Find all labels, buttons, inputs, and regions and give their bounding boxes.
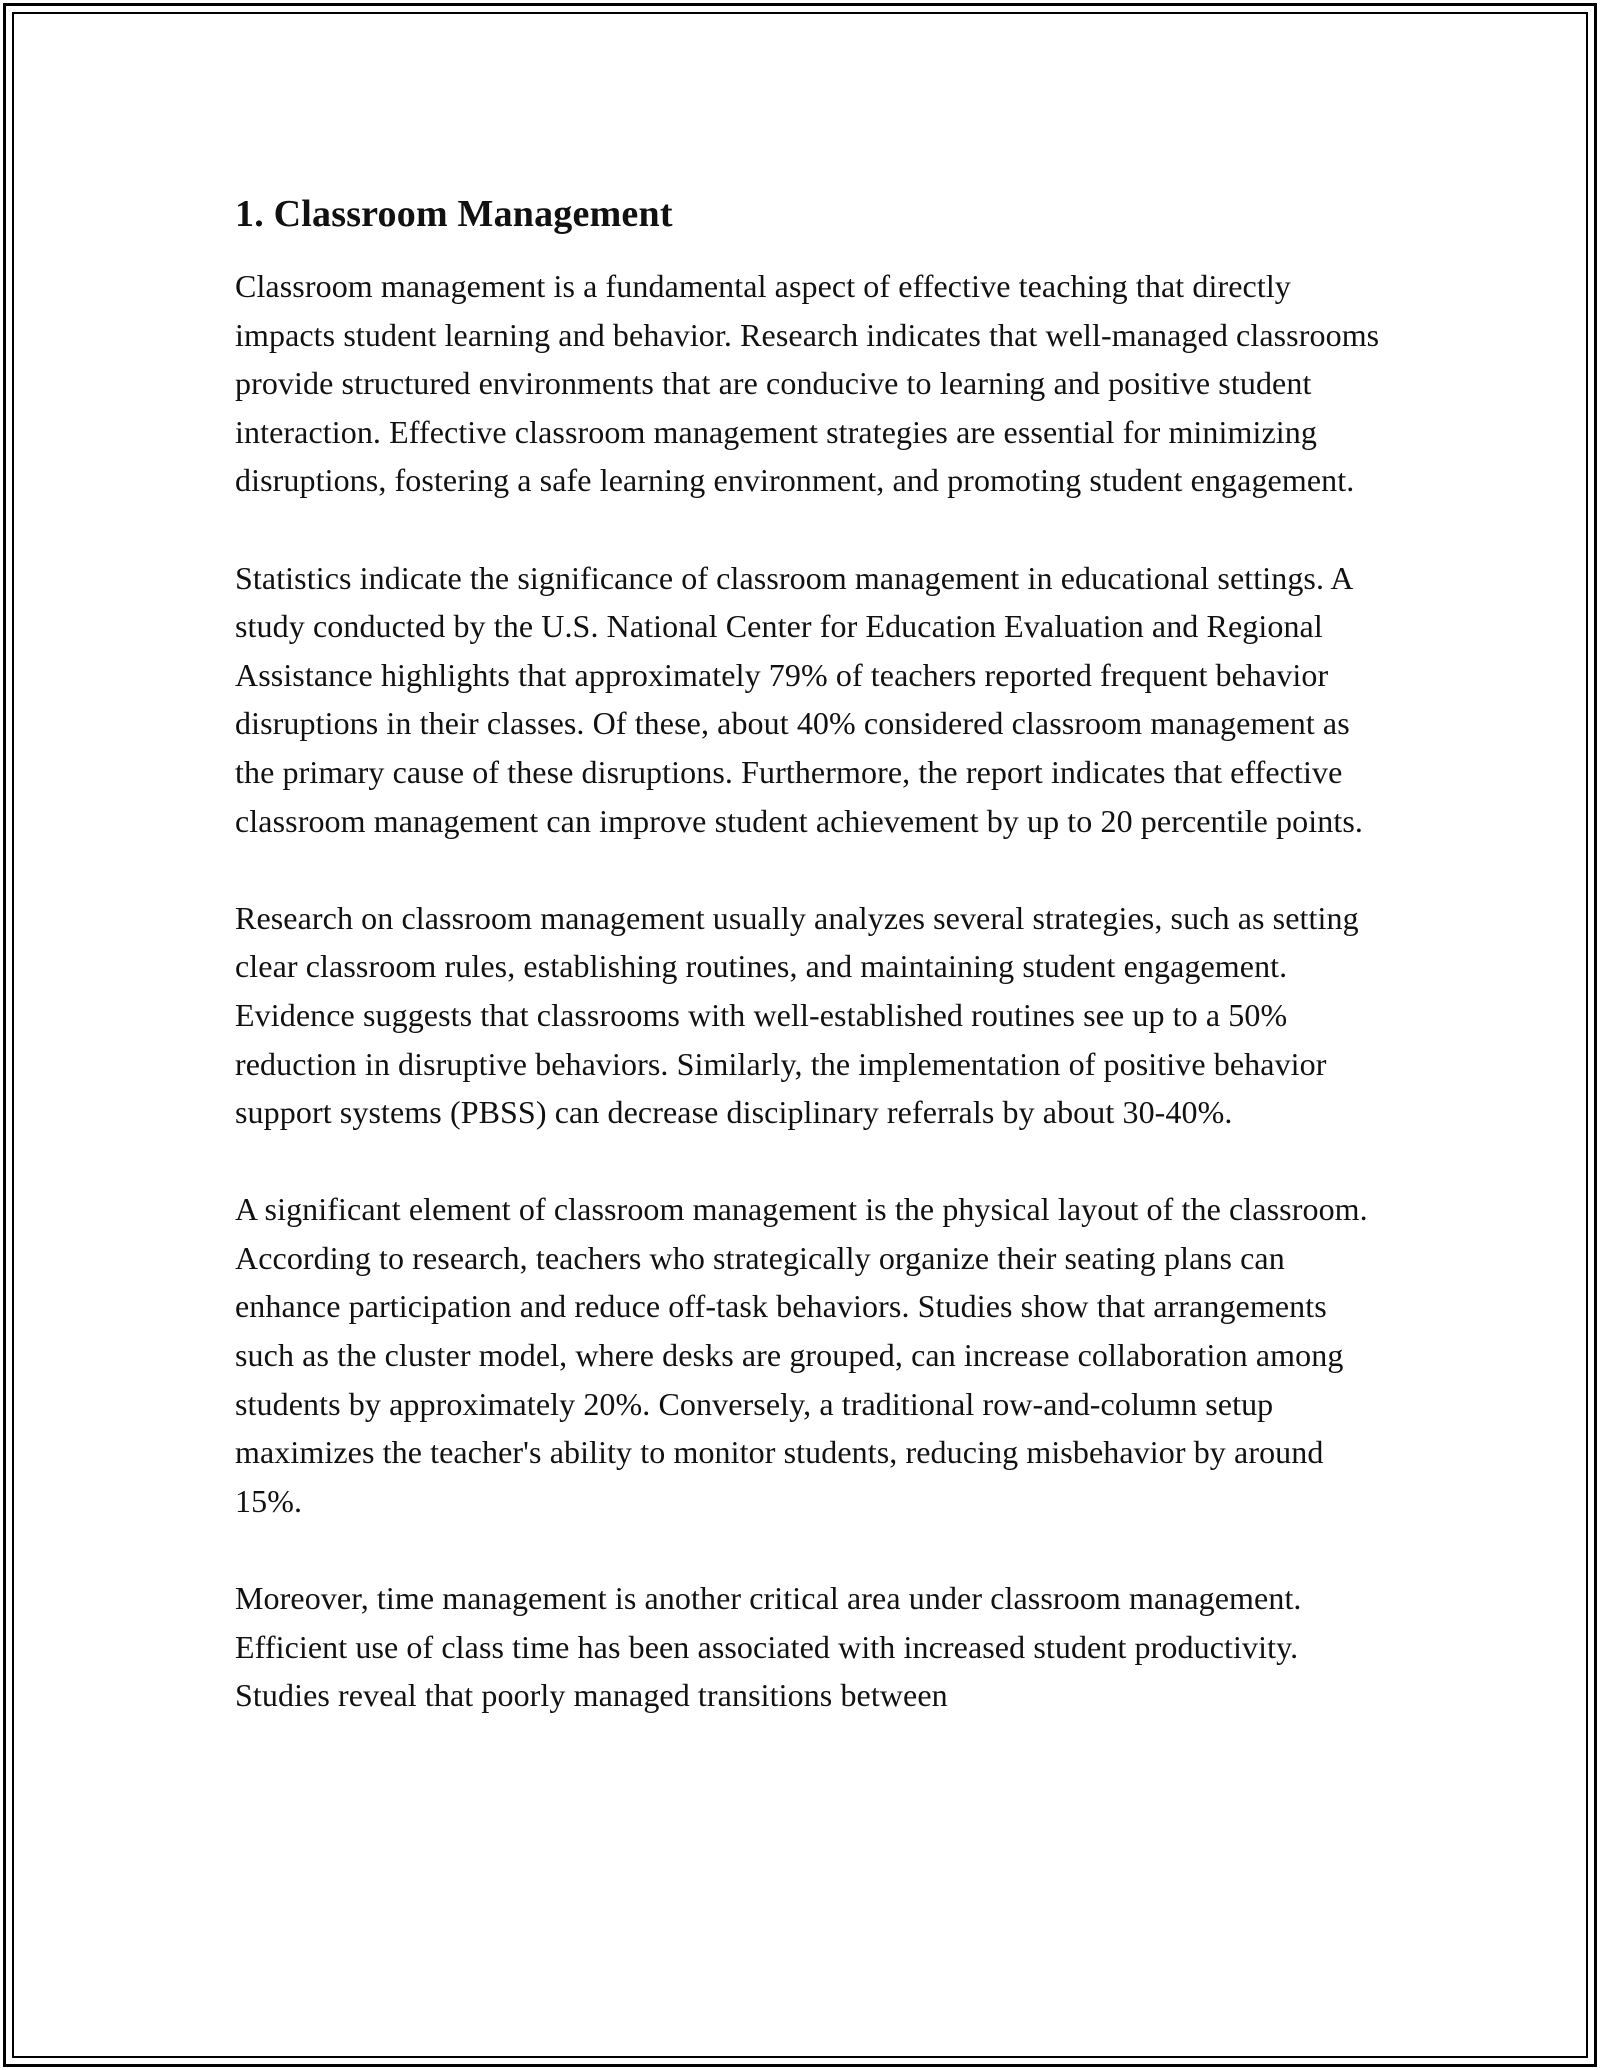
- section-title: 1. Classroom Management: [235, 193, 673, 235]
- paragraph-physical-layout: A significant element of classroom management is the physical layout of the classroom. According to research, teachers who strategically organize their seating plans can enhance participation and reduce off-task behaviors. Studies show that arrangements such as the cluster model, where desks are grouped, can increase collaboration among students by approximately 20%. Conversely, a traditional row-and-column setup maximizes the teacher's ability to monitor students, reducing misbehavior by around 15%.: [235, 1191, 1368, 1519]
- paragraph-time-management: Moreover, time management is another critical area under classroom management. Efficient use of class time has been associated with increased student productivity. Studies reveal that poorly managed transitions between: [235, 1580, 1302, 1714]
- document-body: [235, 190, 1385, 1720]
- paragraph-intro: Classroom management is a fundamental aspect of effective teaching that directly impacts student learning and behavior. Research indicates that well-managed classrooms provide structured environments that are conducive to learning and positive student interaction. Effective classroom management strategies are essential for minimizing disruptions, fostering a safe learning environment, and promoting student engagement.: [235, 268, 1380, 499]
- paragraph-statistics: Statistics indicate the significance of classroom management in educational settings. A study conducted by the U.S. National Center for Education Evaluation and Regional Assistance highlights that approximately 79% of teachers reported frequent behavior disruptions in their classes. Of these, about 40% considered classroom management as the primary cause of these disruptions. Furthermore, the report indicates that effective classroom management can improve student achievement by up to 20 percentile points.: [235, 559, 1363, 839]
- paragraph-strategies: Research on classroom management usually analyzes several strategies, such as setting clear classroom rules, establishing routines, and maintaining student engagement. Evidence suggests that classrooms with well-established routines see up to a 50% reduction in disruptive behaviors. Similarly, the implementation of positive behavior support systems (PBSS) can decrease disciplinary referrals by about 30-40%.: [235, 899, 1359, 1131]
